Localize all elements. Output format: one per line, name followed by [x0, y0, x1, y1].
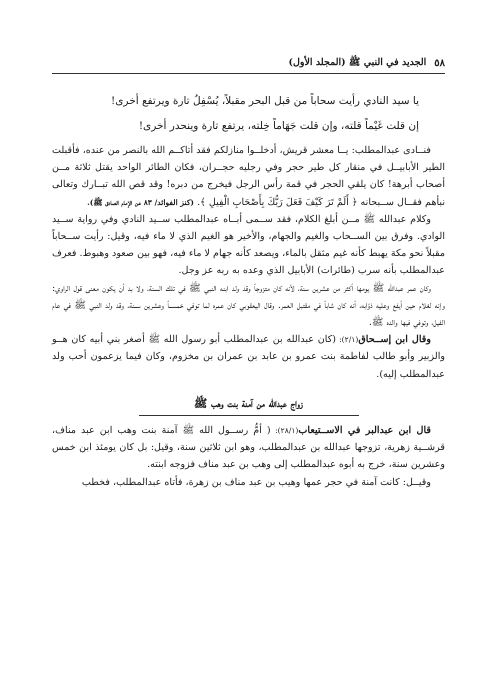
- paragraph-4-lead: وقال ابن إســحاق: [358, 334, 431, 346]
- paragraph-1: [52, 142, 445, 211]
- running-title: الجديد في النبي ﷺ (المجلد الأول): [288, 57, 427, 68]
- paragraph-5-text: ( أمُّ رســول الله ﷺ آمنة بنت وهب ابن عبد مناف، قرشــية زهرية، تزوجها عبدالله بن عبدالمطلب، وهو ابن ثلاثين سنة، وقيل: بل كان يومئذ ابن خمس وعشرين سنة، خرج به أبوه عبدالمطلب إلى وهب بن عبد مناف فزوجه ابنته.: [52, 425, 445, 471]
- paragraph-4-reference: (٢/١):: [336, 335, 359, 345]
- poem-line-2: إن قلت غَيْماً قلته، وإن قلت جَهَاماً خِلته، يرتفع تارة وينحدر أخرى!: [138, 120, 419, 132]
- paragraph-6: وقيــل: كانت آمنة في حجر عمها وهيب بن عبد مناف بن زهرة، فأتاه عبدالمطلب، فخطب: [81, 476, 431, 488]
- poem-line-1: يا سيد النادي رأيت سحاباً من قبل البحر مقبلاً، يُسْفِلُ تارة ويرتفع أخرى!: [110, 95, 419, 107]
- paragraph-1-reference: (كنز الفوائد/ ٨٣ عن الإمام الصادق ﷺ).: [87, 197, 195, 207]
- header-rule: [52, 73, 445, 74]
- paragraph-2: وكلام عبدالله ﷺ مــن أبلغ الكلام، فقد ســمى أبــاه عبدالمطلب ســيد النادي وفي رواية ســيد الوادي. وفرق بين الســحاب والغيم والجهام، والأخير هو الغيم الذي لا ماء فيه، وقيل: رأيت ســحاباً مقبلاً نحو مكة يهبط كأنه غيم مثقل بالماء، ويصعد كأنه جهام لا ماء فيه، فهو بين صعود وهبوط. فعرف عبدالمطلب بأنه سرب (طائرات) الأبابيل الذي وعده به ربه عز وجل.: [52, 213, 445, 277]
- paragraph-4-text: (كان عبدالله بن عبدالمطلب أبو رسول الله ﷺ أصغر بني أبيه كان هــو والزبير وأبو طالب لفاطمة بنت عمرو بن عابد بن عمران بن مخزوم، وكان فيما يزعمون أحب ولد عبدالمطلب إليه).: [52, 334, 445, 380]
- paragraph-5-lead: قال ابن عبدالبر في الاســتيعاب: [298, 425, 432, 437]
- paragraph-5: [52, 422, 445, 474]
- section-heading: زواج عبدالله من آمنة بنت وهب ﷺ: [139, 395, 359, 416]
- page-body: [52, 92, 445, 491]
- paragraph-3: وكان عمر عبدالله ﷺ يومها أكثر من عشرين سنة، لأنه كان متزوجاً وقد ولد ابنه النبي ﷺ في تلك السنة، ولا بد أن يكون معنى قول الراوي: وإنه لغلام حين أيفع وعليه ذؤابه، أنه كان شاباً في مقتبل العمر. وقال اليعقوبي كان عمره لما توفي خمســاً وعشرين ســنة، وقد ولد النبي ﷺ في عام الفيل، وتوفي فيها والده ﷺ.: [52, 282, 445, 329]
- paragraph-5-reference: (٢٨/١):: [270, 426, 299, 436]
- page-header: [52, 55, 445, 71]
- paragraph-1-text: فنــادى عبدالمطلب: يــا معشر قريش، أدخلــوا منازلكم فقد أتاكــم الله بالنصر من عنده، فأقبلت الطير الأبابيــل في منقار كل طير حجر وفي رجليه حجــران، فكان الطائر الواحد يقتل ثلاثة مــن أصحاب أبرهة! كان يلقي الحجر في قمة رأس الرجل فيخرج من دبره! وقد قص الله تبــارك وتعالى نبأهم فقــال ســبحانه ﴿ أَلَمْ تَرَ كَيْفَ فَعَلَ رَبُّكَ بِأَصْحَابِ الْفِيلِ ﴾.: [52, 145, 445, 208]
- page-number: ٥٨: [434, 57, 445, 69]
- paragraph-4: [52, 331, 445, 383]
